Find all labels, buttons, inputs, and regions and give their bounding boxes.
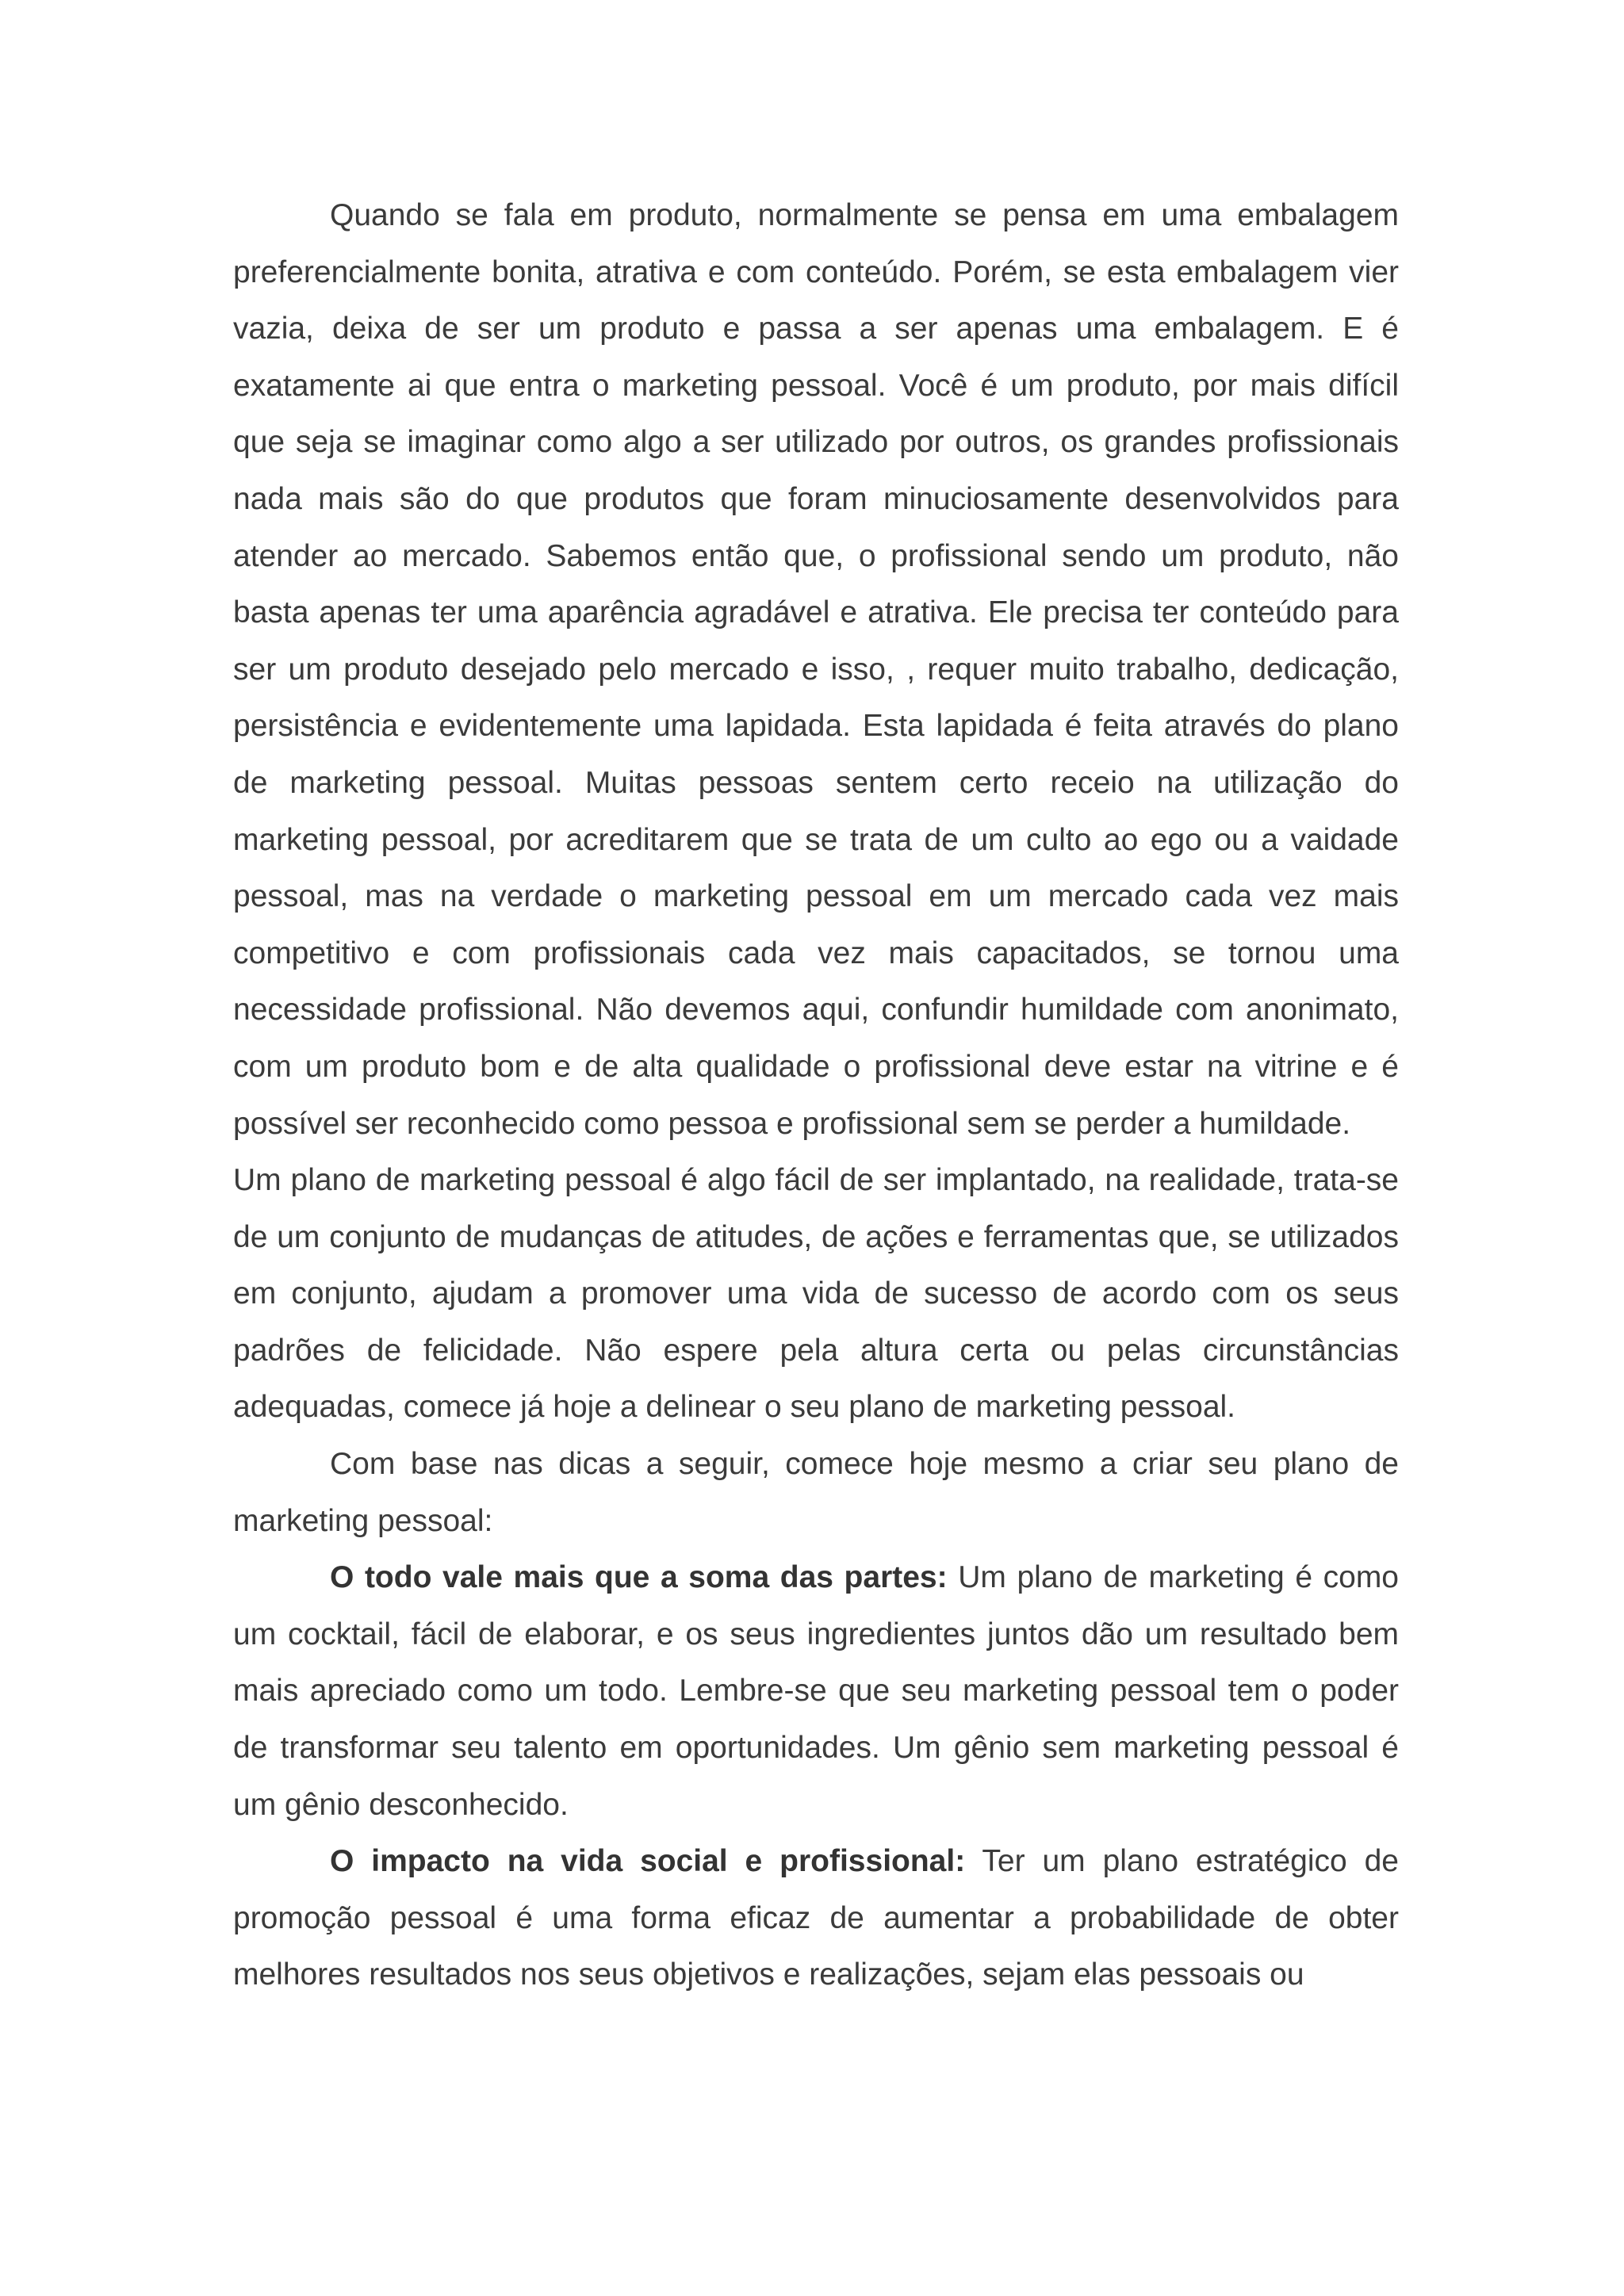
inline-heading: O impacto na vida social e profissional:: [330, 1844, 966, 1879]
paragraph-text: Um plano de marketing pessoal é algo fácil de ser implantado, na realidade, trata-se de um conjunto de mudanças de atitudes, de ações e ferramentas que, se utilizados em conjunto, ajudam a promover uma vida de sucesso de acordo com os seus padrões de felicidade. Não espere pela altura certa ou pelas circunstâncias adequadas, comece já hoje a delinear o seu plano de marketing pessoal.: [233, 1163, 1399, 1425]
paragraph-todo-vale-mais: [233, 1549, 1399, 1833]
body-text: [233, 187, 1399, 2003]
paragraph-text: Quando se fala em produto, normalmente se pensa em uma embalagem preferencialmente bonita, atrativa e com conteúdo. Porém, se esta embalagem vier vazia, deixa de ser um produto e passa a ser apenas uma embalagem. E é exatamente ai que entra o marketing pessoal. Você é um produto, por mais difícil que seja se imaginar como algo a ser utilizado por outros, os grandes profissionais nada mais são do que produtos que foram minuciosamente desenvolvidos para atender ao mercado. Sabemos então que, o profissional sendo um produto, não basta apenas ter uma aparência agradável e atrativa. Ele precisa ter conteúdo para ser um produto desejado pelo mercado e isso, , requer muito trabalho, dedicação, persistência e evidentemente uma lapidada. Esta lapidada é feita através do plano de marketing pessoal. Muitas pessoas sentem certo receio na utilização do marketing pessoal, por acreditarem que se trata de um culto ao ego ou a vaidade pessoal, mas na verdade o marketing pessoal em um mercado cada vez mais competitivo e com profissionais cada vez mais capacitados, se tornou uma necessidade profissional. Não devemos aqui, confundir humildade com anonimato, com um produto bom e de alta qualidade o profissional deve estar na vitrine e é possível ser reconhecido como pessoa e profissional sem se perder a humildade.: [233, 198, 1399, 1141]
paragraph-produto-embalagem: [233, 187, 1399, 1152]
paragraph-text: Um plano de marketing é como um cocktail, fácil de elaborar, e os seus ingredientes juntos dão um resultado bem mais apreciado como um todo. Lembre-se que seu marketing pessoal tem o poder de transformar seu talento em oportunidades. Um gênio sem marketing pessoal é um gênio desconhecido.: [233, 1560, 1399, 1822]
paragraph-text: Com base nas dicas a seguir, comece hoje mesmo a criar seu plano de marketing pessoal:: [233, 1447, 1399, 1538]
paragraph-dicas-intro: [233, 1436, 1399, 1549]
paragraph-text: Ter um plano estratégico de promoção pessoal é uma forma eficaz de aumentar a probabilidade de obter melhores resultados nos seus objetivos e realizações, sejam elas pessoais ou: [233, 1844, 1399, 1992]
paragraph-plano-marketing: [233, 1152, 1399, 1436]
paragraph-impacto-vida: [233, 1833, 1399, 2003]
inline-heading: O todo vale mais que a soma das partes:: [330, 1560, 948, 1595]
